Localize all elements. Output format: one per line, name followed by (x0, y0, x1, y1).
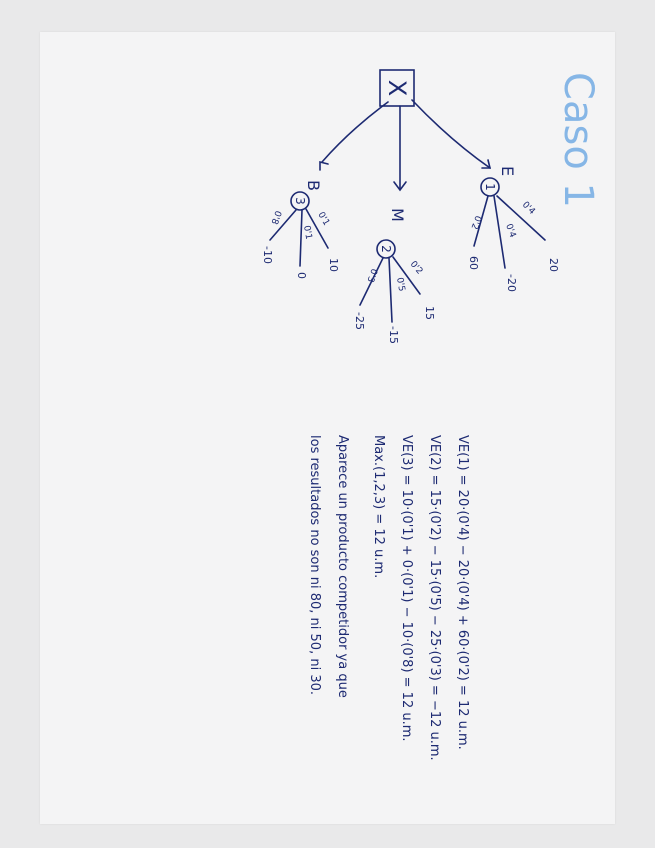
calc-line-max: Max.(1,2,3) = 12 u.m. (371, 435, 386, 579)
calc-line-ve3: VE(3) = 10·(0'1) + 0·(0'1) − 10·(0'8) = 12 u.m. (399, 435, 414, 742)
calc-line-conclusion-2: los resultados no son ni 80, ni 50, ni 30. (307, 435, 322, 695)
probability-1c: 0'2 (468, 213, 483, 231)
outcome-line-1b (494, 196, 505, 268)
probability-2a: 0'2 (407, 259, 425, 277)
outcome-line-1a (497, 196, 545, 240)
outcome-line-2b (389, 258, 392, 322)
value-2c: -25 (353, 312, 366, 330)
branch-label-E: E (498, 166, 517, 177)
value-1a: 20 (547, 258, 560, 272)
title-text: Caso 1 (555, 72, 601, 208)
probability-3b: 0'1 (301, 224, 314, 241)
probability-3a: 0'1 (315, 210, 332, 228)
value-1b: -20 (505, 274, 518, 292)
calc-line-ve1: VE(1) = 20·(0'4) − 20·(0'4) + 60·(0'2) = 12 u.m. (455, 435, 470, 750)
calc-line-conclusion-1: Aparece un producto competidor ya que (335, 435, 350, 698)
probability-2c: 0'3 (364, 266, 379, 284)
probability-1a: 0'4 (519, 200, 537, 217)
arrowhead-B (320, 162, 328, 170)
node-number-3: 3 (293, 197, 307, 205)
decision-label: X (383, 79, 411, 97)
node-number-1: 1 (483, 183, 497, 191)
branch-label-M: M (388, 208, 407, 222)
branch-label-B: B (304, 180, 323, 191)
outcome-line-3b (300, 210, 302, 266)
value-2b: -15 (387, 326, 400, 344)
branch-line-B (322, 102, 388, 162)
node-number-2: 2 (379, 245, 393, 253)
value-1c: 60 (467, 256, 480, 270)
calc-line-ve2: VE(2) = 15·(0'2) − 15·(0'5) − 25·(0'3) = −12 u.m. (427, 435, 442, 761)
probability-1b: 0'4 (503, 222, 518, 240)
probability-2b: 0'5 (394, 276, 407, 293)
value-3c: -10 (261, 246, 274, 264)
value-2a: 15 (423, 306, 436, 320)
value-3b: 0 (295, 272, 308, 279)
probability-3c: 0'8 (268, 208, 283, 226)
branch-line-E (412, 100, 490, 168)
value-3a: 10 (327, 258, 340, 272)
